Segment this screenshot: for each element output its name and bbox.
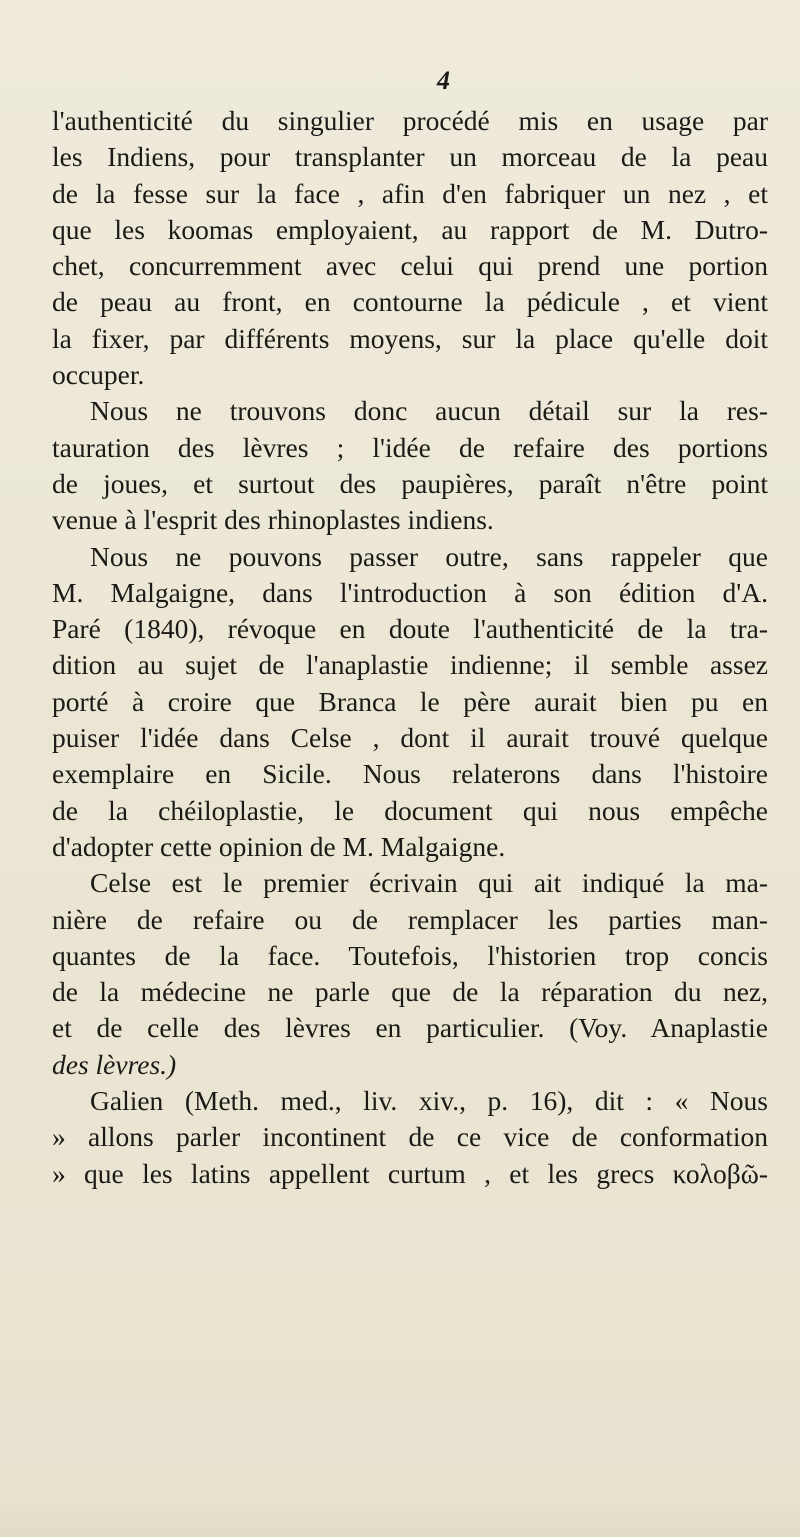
text-line: chet, concurremment avec celui qui prend une portion	[52, 250, 768, 282]
text-line: que les koomas employaient, au rapport de M. Dutro-	[52, 213, 768, 245]
text-line: dition au sujet de l'anaplastie indienne; il semble assez	[52, 649, 768, 681]
text-line: de la chéiloplastie, le document qui nous empêche	[52, 794, 768, 826]
paragraph-4	[52, 865, 768, 1083]
page-bottom-shade	[0, 1497, 800, 1537]
text-line: Paré (1840), révoque en doute l'authenticité de la tra-	[52, 613, 768, 645]
text-line: M. Malgaigne, dans l'introduction à son édition d'A.	[52, 576, 768, 608]
text-line: nière de refaire ou de remplacer les parties man-	[52, 903, 768, 935]
text-line: » que les latins appellent curtum , et les grecs κολοβῶ-	[52, 1157, 768, 1189]
text-line: tauration des lèvres ; l'idée de refaire des portions	[52, 431, 768, 463]
text-line: quantes de la face. Toutefois, l'historien trop concis	[52, 939, 768, 971]
text-line: exemplaire en Sicile. Nous relaterons dans l'histoire	[52, 758, 768, 790]
text-line: la fixer, par différents moyens, sur la place qu'elle doit	[52, 322, 768, 354]
paragraph-3	[52, 539, 768, 866]
text-line: Celse est le premier écrivain qui ait indiqué la ma-	[90, 867, 768, 899]
text-line: les Indiens, pour transplanter un morceau de la peau	[52, 141, 768, 173]
page-number: 4	[437, 66, 450, 95]
body-text	[52, 103, 768, 1192]
text-line: occuper.	[52, 359, 145, 391]
text-line: de la médecine ne parle que de la réparation du nez,	[52, 976, 768, 1008]
paragraph-2	[52, 393, 768, 538]
text-line: et de celle des lèvres en particulier. (Voy. Anaplastie	[52, 1012, 768, 1044]
text-line: d'adopter cette opinion de M. Malgaigne.	[52, 830, 506, 862]
text-line: des lèvres.)	[52, 1048, 177, 1080]
text-line: Nous ne trouvons donc aucun détail sur la res-	[90, 395, 768, 427]
paragraph-5	[52, 1083, 768, 1192]
text-line: de peau au front, en contourne la pédicule , et vient	[52, 286, 768, 318]
text-line: de la fesse sur la face , afin d'en fabriquer un nez , et	[52, 177, 768, 209]
paragraph-1	[52, 103, 768, 393]
text-line: Nous ne pouvons passer outre, sans rappeler que	[90, 540, 768, 572]
text-line: porté à croire que Branca le père aurait bien pu en	[52, 685, 768, 717]
text-line: » allons parler incontinent de ce vice de conformation	[52, 1121, 768, 1153]
text-line: venue à l'esprit des rhinoplastes indiens.	[52, 504, 494, 536]
text-line: Galien (Meth. med., liv. xiv., p. 16), dit : « Nous	[90, 1085, 768, 1117]
text-line: puiser l'idée dans Celse , dont il aurait trouvé quelque	[52, 722, 768, 754]
text-line: l'authenticité du singulier procédé mis en usage par	[52, 105, 768, 136]
text-line: de joues, et surtout des paupières, paraît n'être point	[52, 467, 768, 499]
